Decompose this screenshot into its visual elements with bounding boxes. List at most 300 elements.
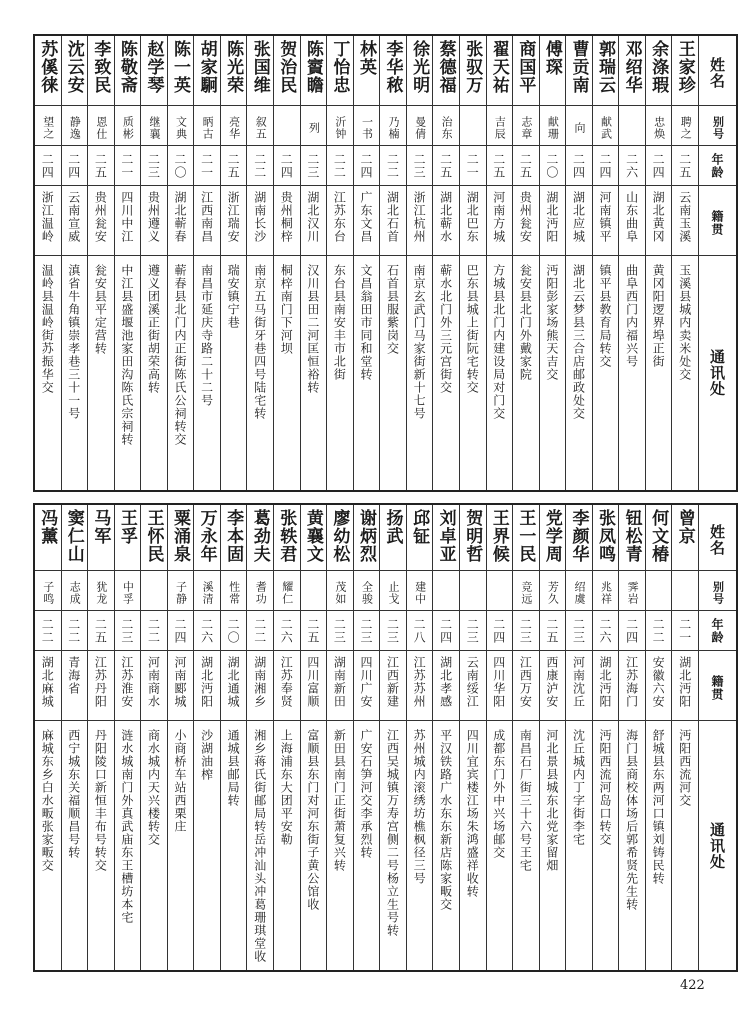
- person-origin-cell: [487, 186, 513, 256]
- person-origin-cell: [407, 651, 433, 721]
- person-name: 黄襄文: [302, 509, 323, 563]
- person-address-cell: [513, 256, 539, 490]
- person-name: 余涤瑕: [648, 40, 669, 94]
- person-column: [512, 36, 539, 490]
- person-alias: 向: [572, 121, 586, 134]
- person-column: [353, 505, 380, 970]
- person-origin: 湖北麻城: [40, 656, 55, 708]
- person-column: [193, 505, 220, 970]
- person-address: 广安石笋河交李承烈转: [358, 729, 373, 859]
- person-name-cell: [168, 505, 194, 571]
- person-name: 邓绍华: [621, 40, 642, 94]
- person-alias: 质彬: [121, 115, 135, 140]
- person-name-cell: [566, 505, 592, 571]
- roster-table-top: [33, 34, 738, 492]
- person-address-cell: [672, 721, 698, 970]
- person-address-cell: [672, 256, 698, 490]
- person-alias-cell: [380, 106, 406, 146]
- person-column: [671, 36, 698, 490]
- person-name-cell: [141, 36, 167, 106]
- person-address: 舒城县东两河口镇刘铸民转: [651, 729, 666, 885]
- person-origin-cell: [540, 186, 566, 256]
- person-address: 遵义团溪正街胡荣高转: [146, 264, 161, 394]
- person-age-cell: [672, 611, 698, 651]
- person-alias-cell: [62, 106, 88, 146]
- person-column: [432, 505, 459, 970]
- person-name: 张国维: [249, 40, 270, 94]
- person-age-cell: [672, 146, 698, 186]
- person-address-cell: [407, 721, 433, 970]
- person-name: 郭瑞云: [595, 40, 616, 94]
- header-origin-label: 籍贯: [710, 210, 724, 236]
- person-age: 二二: [252, 152, 267, 179]
- person-origin-cell: [274, 651, 300, 721]
- person-origin-cell: [62, 651, 88, 721]
- person-name-cell: [513, 36, 539, 106]
- person-origin-cell: [460, 186, 486, 256]
- person-origin: 江西万安: [518, 656, 533, 708]
- person-column: [353, 36, 380, 490]
- person-column: [61, 36, 88, 490]
- person-age: 二二: [385, 152, 400, 179]
- person-address: 曲阜西门内福兴号: [624, 264, 639, 368]
- person-address-cell: [141, 721, 167, 970]
- person-alias: 耀仁: [280, 580, 294, 605]
- header-age: [699, 146, 736, 186]
- person-address: 温岭县温岭街苏振华交: [40, 264, 55, 394]
- person-name: 谢炳烈: [355, 509, 376, 563]
- person-name-cell: [433, 36, 459, 106]
- header-address-label: 通讯处: [708, 349, 726, 397]
- person-origin-cell: [141, 651, 167, 721]
- person-name-cell: [62, 36, 88, 106]
- person-name: 商国平: [515, 40, 536, 94]
- person-age: 二五: [438, 152, 453, 179]
- person-column: [539, 36, 566, 490]
- person-alias: 列: [307, 121, 321, 134]
- person-age-cell: [407, 611, 433, 651]
- person-age-cell: [327, 611, 353, 651]
- person-age-cell: [141, 611, 167, 651]
- person-origin: 云南玉溪: [677, 191, 692, 243]
- person-column: [459, 505, 486, 970]
- person-alias: 建中: [413, 580, 427, 605]
- person-origin: 湖南新田: [332, 656, 347, 708]
- person-alias-cell: [672, 106, 698, 146]
- person-alias: 继襄: [147, 115, 161, 140]
- person-age-cell: [274, 146, 300, 186]
- person-address-cell: [327, 256, 353, 490]
- person-origin-cell: [487, 651, 513, 721]
- person-name-cell: [194, 505, 220, 571]
- person-age-cell: [88, 146, 114, 186]
- person-name: 赵学琴: [143, 40, 164, 94]
- person-age-cell: [619, 611, 645, 651]
- header-alias: [699, 106, 736, 146]
- person-alias: 望之: [41, 115, 55, 140]
- person-alias-cell: [88, 571, 114, 611]
- header-origin: [699, 651, 736, 721]
- person-address: 新田县南门正街萧复兴转: [332, 729, 347, 872]
- person-age: 二四: [173, 617, 188, 644]
- person-alias: 乃楠: [387, 115, 401, 140]
- person-age: 二八: [412, 617, 427, 644]
- person-origin: 湖北石首: [385, 191, 400, 243]
- person-address: 方城县北门内建设局对门交: [491, 264, 506, 420]
- person-alias-cell: [433, 106, 459, 146]
- person-age-cell: [380, 146, 406, 186]
- person-column: [406, 36, 433, 490]
- person-name-cell: [380, 505, 406, 571]
- person-origin-cell: [513, 186, 539, 256]
- header-age-label: 年龄: [710, 152, 724, 179]
- person-address: 瓮安县北门外戴家院: [518, 264, 533, 381]
- header-alias: [699, 571, 736, 611]
- person-address: 小商桥车站西栗庄: [173, 729, 188, 833]
- person-age: 二三: [305, 152, 320, 179]
- person-name-cell: [593, 36, 619, 106]
- person-name: 何文椿: [648, 509, 669, 563]
- person-address-cell: [247, 256, 273, 490]
- person-name-cell: [301, 505, 327, 571]
- person-age-cell: [274, 611, 300, 651]
- person-age: 二二: [651, 617, 666, 644]
- person-age: 二五: [93, 617, 108, 644]
- person-origin-cell: [354, 186, 380, 256]
- person-origin-cell: [141, 186, 167, 256]
- person-name: 曾京: [674, 509, 695, 545]
- person-address: 河北景县城东北党家留畑: [544, 729, 559, 872]
- person-origin-cell: [566, 186, 592, 256]
- person-column: [273, 505, 300, 970]
- person-origin-cell: [380, 186, 406, 256]
- person-address-cell: [380, 256, 406, 490]
- person-column: [300, 505, 327, 970]
- person-age: 二三: [146, 152, 161, 179]
- person-alias-cell: [194, 571, 220, 611]
- person-alias-cell: [407, 571, 433, 611]
- person-age: 二一: [677, 617, 692, 644]
- person-age-cell: [513, 611, 539, 651]
- person-column: [671, 505, 698, 970]
- person-origin: 湖北蕲水: [438, 191, 453, 243]
- person-address: 西宁城东关福顺昌号转: [66, 729, 81, 859]
- person-address-cell: [487, 256, 513, 490]
- person-age-cell: [168, 611, 194, 651]
- person-name-cell: [194, 36, 220, 106]
- person-name: 廖幼松: [329, 509, 350, 563]
- person-alias: 亮华: [227, 115, 241, 140]
- person-origin-cell: [460, 651, 486, 721]
- person-name-cell: [460, 36, 486, 106]
- person-alias: 叙五: [254, 115, 268, 140]
- person-name: 沈云安: [63, 40, 84, 94]
- person-column: [645, 505, 672, 970]
- person-alias: 恩仕: [94, 115, 108, 140]
- header-name-label: 姓名: [708, 523, 726, 556]
- person-address: 巴东县城上街阮宅转交: [465, 264, 480, 394]
- person-origin: 山东曲阜: [624, 191, 639, 243]
- person-name: 张凤鸣: [595, 509, 616, 563]
- header-origin: [699, 186, 736, 256]
- person-column: [140, 36, 167, 490]
- person-address-cell: [433, 721, 459, 970]
- person-column: [35, 505, 61, 970]
- person-column: [35, 36, 61, 490]
- person-address-cell: [540, 256, 566, 490]
- person-alias: 文典: [174, 115, 188, 140]
- person-column: [87, 36, 114, 490]
- person-alias-cell: [194, 106, 220, 146]
- person-column: [565, 36, 592, 490]
- person-origin: 湖南长沙: [252, 191, 267, 243]
- header-name-label: 姓名: [708, 56, 726, 89]
- person-alias-cell: [593, 106, 619, 146]
- person-alias: 献武: [599, 115, 613, 140]
- person-age: 二四: [279, 152, 294, 179]
- person-address: 瑞安镇宁巷: [226, 264, 241, 329]
- person-age-cell: [646, 611, 672, 651]
- header-address: [699, 721, 736, 970]
- person-name: 马军: [90, 509, 111, 545]
- person-name-cell: [672, 505, 698, 571]
- person-origin-cell: [566, 651, 592, 721]
- person-origin: 云南宣威: [66, 191, 81, 243]
- person-origin-cell: [593, 651, 619, 721]
- person-alias-cell: [593, 571, 619, 611]
- person-address: 南昌石厂街三十六号王宅: [518, 729, 533, 872]
- person-origin-cell: [646, 651, 672, 721]
- person-address-cell: [168, 721, 194, 970]
- person-age: 二三: [385, 617, 400, 644]
- person-name-cell: [354, 505, 380, 571]
- person-alias-cell: [327, 106, 353, 146]
- person-address: 滇省牛角镇崇孝巷三十一号: [66, 264, 81, 420]
- person-address: 沈丘城内丁字街李宅: [571, 729, 586, 846]
- person-origin: 青海省: [66, 656, 81, 695]
- person-address-cell: [619, 256, 645, 490]
- person-name-cell: [540, 36, 566, 106]
- person-origin: 西康泸安: [544, 656, 559, 708]
- person-origin: 湖北孝感: [438, 656, 453, 708]
- person-age-cell: [513, 146, 539, 186]
- person-alias-cell: [327, 571, 353, 611]
- person-origin-cell: [301, 651, 327, 721]
- person-address: 南京玄武门马家街新十七号: [412, 264, 427, 420]
- person-origin-cell: [62, 186, 88, 256]
- person-age-cell: [380, 611, 406, 651]
- person-origin-cell: [672, 186, 698, 256]
- person-address: 江西吴城镇万寿宫侧二号杨立生号转: [385, 729, 400, 937]
- person-age-cell: [35, 611, 61, 651]
- header-name: [699, 36, 736, 106]
- person-origin: 湖南湘乡: [252, 656, 267, 708]
- person-age: 二三: [119, 617, 134, 644]
- person-age-cell: [540, 146, 566, 186]
- person-alias: 曼倩: [413, 115, 427, 140]
- person-address: 蕲水北门外三元宫街交: [438, 264, 453, 394]
- person-alias-cell: [35, 106, 61, 146]
- person-name-cell: [247, 505, 273, 571]
- person-address: 玉溪县城内卖米处交: [677, 264, 692, 381]
- person-origin: 贵州瓮安: [518, 191, 533, 243]
- person-address-cell: [593, 721, 619, 970]
- person-name: 张驭万: [462, 40, 483, 94]
- person-origin-cell: [194, 186, 220, 256]
- person-address-cell: [566, 256, 592, 490]
- person-origin-cell: [327, 186, 353, 256]
- person-alias-cell: [354, 571, 380, 611]
- person-address: 沙湖油榨: [199, 729, 214, 781]
- person-origin: 河南方城: [491, 191, 506, 243]
- person-name-cell: [407, 36, 433, 106]
- person-column: [300, 36, 327, 490]
- person-address: 镇平县教育局转交: [598, 264, 613, 368]
- person-address-cell: [646, 256, 672, 490]
- person-alias-cell: [141, 571, 167, 611]
- person-origin: 江苏奉贤: [279, 656, 294, 708]
- header-origin-label: 籍贯: [710, 675, 724, 701]
- person-origin-cell: [274, 186, 300, 256]
- person-origin: 四川广安: [358, 656, 373, 708]
- person-age: 二五: [677, 152, 692, 179]
- person-origin: 江西南昌: [199, 191, 214, 243]
- person-alias-cell: [619, 106, 645, 146]
- person-column: [618, 36, 645, 490]
- person-origin: 贵州遵义: [146, 191, 161, 243]
- person-origin-cell: [407, 186, 433, 256]
- person-alias-cell: [88, 106, 114, 146]
- person-name-cell: [672, 36, 698, 106]
- person-address: 黄冈阳逻界埠正街: [651, 264, 666, 368]
- person-origin-cell: [327, 651, 353, 721]
- person-alias-cell: [115, 106, 141, 146]
- person-address: 湘乡蒋氏街邮局转岳冲汕头冲葛珊琪堂收: [252, 729, 267, 963]
- person-address-cell: [301, 721, 327, 970]
- person-age-cell: [194, 146, 220, 186]
- person-name: 贺治民: [276, 40, 297, 94]
- person-origin: 湖北沔阳: [677, 656, 692, 708]
- person-address-cell: [380, 721, 406, 970]
- person-age: 二一: [465, 152, 480, 179]
- person-address: 富顺县东门对河东街子黄公馆收: [305, 729, 320, 911]
- person-column: [459, 36, 486, 490]
- person-origin: 广东文昌: [358, 191, 373, 243]
- person-name: 扬武: [382, 509, 403, 545]
- person-origin: 湖北通城: [226, 656, 241, 708]
- header-name: [699, 505, 736, 571]
- person-alias-cell: [513, 571, 539, 611]
- person-age-cell: [354, 146, 380, 186]
- header-age-label: 年龄: [710, 617, 724, 644]
- person-age-cell: [593, 611, 619, 651]
- person-name: 丁怡忠: [329, 40, 350, 94]
- person-origin-cell: [433, 651, 459, 721]
- person-address: 湖北云梦县三合店邮政处交: [571, 264, 586, 420]
- person-address: 平汉铁路广水东东新店陈家畈交: [438, 729, 453, 911]
- person-origin-cell: [619, 651, 645, 721]
- person-age-cell: [62, 611, 88, 651]
- person-name-cell: [35, 36, 61, 106]
- person-alias-cell: [168, 106, 194, 146]
- person-alias-cell: [115, 571, 141, 611]
- person-origin-cell: [301, 186, 327, 256]
- person-column: [618, 505, 645, 970]
- person-column: [246, 36, 273, 490]
- person-age: 二一: [199, 152, 214, 179]
- person-age-cell: [433, 146, 459, 186]
- person-alias: 志章: [519, 115, 533, 140]
- person-alias: 子鸣: [41, 580, 55, 605]
- person-alias: 芳久: [546, 580, 560, 605]
- person-origin-cell: [247, 651, 273, 721]
- person-age: 二五: [305, 617, 320, 644]
- person-age: 二六: [598, 617, 613, 644]
- person-origin-cell: [433, 186, 459, 256]
- person-column: [379, 505, 406, 970]
- person-origin: 湖北应城: [571, 191, 586, 243]
- person-address: 桐梓南门下河坝: [279, 264, 294, 355]
- person-alias: 绍虞: [572, 580, 586, 605]
- person-alias-cell: [540, 106, 566, 146]
- person-age-cell: [433, 611, 459, 651]
- person-name-cell: [62, 505, 88, 571]
- header-column: [698, 36, 736, 490]
- person-age: 二三: [465, 617, 480, 644]
- person-name: 刘卓亚: [435, 509, 456, 563]
- person-age-cell: [407, 146, 433, 186]
- person-name: 陈一英: [170, 40, 191, 94]
- person-address-cell: [221, 256, 247, 490]
- person-age-cell: [88, 611, 114, 651]
- person-origin-cell: [354, 651, 380, 721]
- person-alias-cell: [433, 571, 459, 611]
- person-column: [220, 36, 247, 490]
- person-alias: 子静: [174, 580, 188, 605]
- person-address-cell: [540, 721, 566, 970]
- person-origin-cell: [380, 651, 406, 721]
- person-alias: 耆功: [254, 580, 268, 605]
- person-age-cell: [354, 611, 380, 651]
- person-address-cell: [247, 721, 273, 970]
- person-name: 蔡德福: [435, 40, 456, 94]
- person-origin: 湖北沔阳: [598, 656, 613, 708]
- person-alias: 静逸: [68, 115, 82, 140]
- person-column: [486, 505, 513, 970]
- person-age-cell: [460, 146, 486, 186]
- person-age-cell: [115, 611, 141, 651]
- person-address: 汉川县田二河匡恒裕转: [305, 264, 320, 394]
- person-name: 粟涌泉: [170, 509, 191, 563]
- person-age: 二四: [358, 152, 373, 179]
- person-address: 南京五马街牙巷四号陆宅转: [252, 264, 267, 420]
- person-age-cell: [247, 146, 273, 186]
- person-name: 苏傒徕: [37, 40, 58, 94]
- person-column: [406, 505, 433, 970]
- person-origin: 湖北巴东: [465, 191, 480, 243]
- person-name: 翟天祐: [488, 40, 509, 94]
- header-address: [699, 256, 736, 490]
- person-origin: 河南沈丘: [571, 656, 586, 708]
- person-alias: 昞古: [201, 115, 215, 140]
- person-origin: 江苏丹阳: [93, 656, 108, 708]
- person-origin: 安徽六安: [651, 656, 666, 708]
- person-origin: 四川中江: [119, 191, 134, 243]
- person-origin-cell: [221, 651, 247, 721]
- person-age-cell: [540, 611, 566, 651]
- person-column: [592, 36, 619, 490]
- person-origin: 浙江瑞安: [226, 191, 241, 243]
